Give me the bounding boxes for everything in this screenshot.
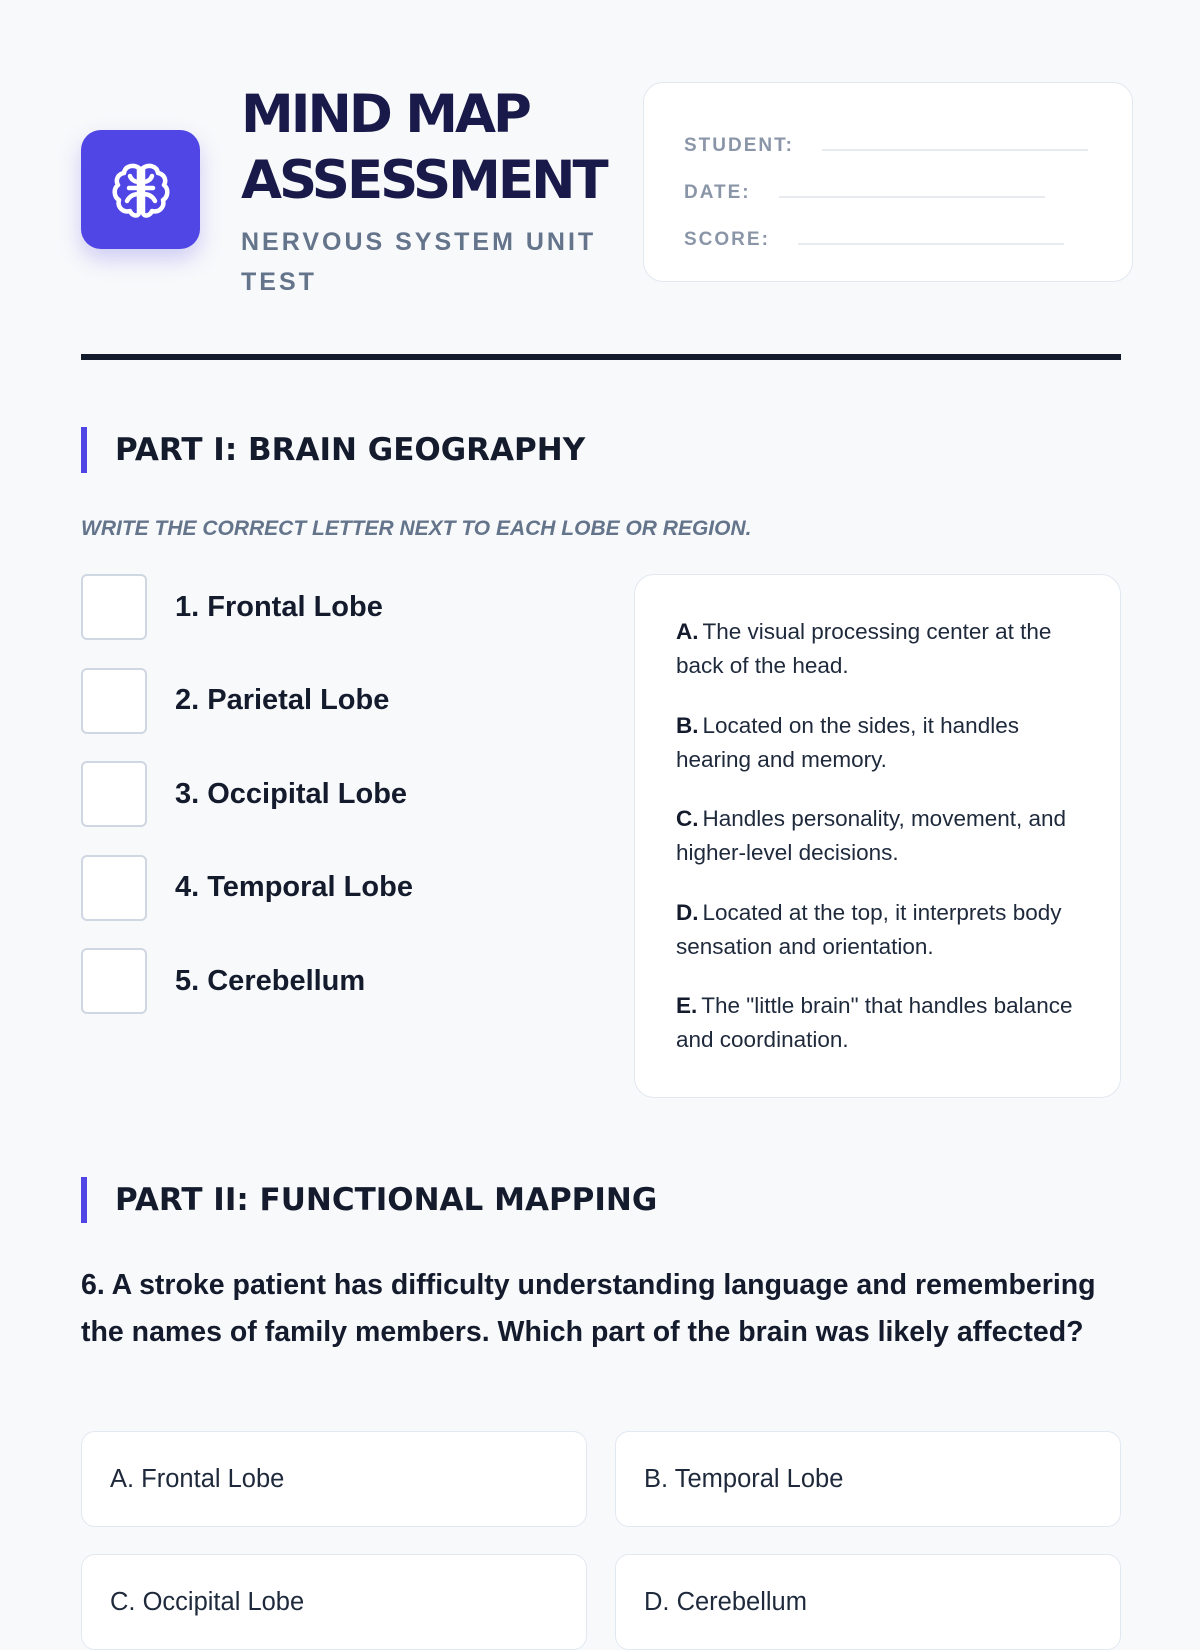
student-label: STUDENT: [684,135,794,156]
answer-box[interactable] [81,668,147,734]
title-block [241,82,641,302]
student-row [684,121,1092,157]
part1-instructions: WRITE THE CORRECT LETTER NEXT TO EACH LOBE OR REGION. [81,517,752,540]
lobe-label: 3. Occipital Lobe [175,777,408,810]
definition-letter: E. [676,993,698,1018]
definition-item [676,802,1082,870]
lobe-list [81,574,581,1042]
page-title: MIND MAP ASSESSMENT [241,84,606,211]
score-row [684,204,1092,251]
part2-title: PART II: FUNCTIONAL MAPPING [81,1177,657,1223]
option-c-button[interactable]: C. Occipital Lobe [81,1554,587,1650]
definition-text: Located on the sides, it handles hearing and memory. [676,712,1019,772]
answer-box[interactable] [81,948,147,1014]
question-6: 6. A stroke patient has difficulty understanding language and remembering the names of family members. Which part of the brain was likely affected? [81,1269,1096,1348]
score-label: SCORE: [684,229,770,250]
answer-box[interactable] [81,855,147,921]
definition-letter: D. [676,899,699,925]
date-row [684,157,1092,204]
part1-title: PART I: BRAIN GEOGRAPHY [81,427,585,473]
list-item [81,855,581,921]
definition-text: The "little brain" that handles balance and coordination. [676,993,1073,1052]
student-field[interactable] [822,149,1088,151]
logo [81,130,200,249]
list-item [81,574,581,640]
definition-text: Handles personality, movement, and higher-level decisions. [676,806,1067,865]
definition-item [676,896,1082,964]
answer-box[interactable] [81,574,147,640]
date-field[interactable] [779,196,1045,198]
list-item [81,948,581,1014]
definition-text: The visual processing center at the back of the head. [676,619,1052,678]
definition-item [676,709,1082,777]
definition-letter: C. [676,806,699,831]
definition-letter: A. [676,619,699,644]
definition-item [676,615,1082,683]
definition-letter: B. [676,712,699,738]
page-subtitle: NERVOUS SYSTEM UNIT TEST [241,228,597,296]
lobe-label: 4. Temporal Lobe [175,871,413,903]
answer-box[interactable] [81,761,147,827]
brain-icon [109,158,173,222]
lobe-label: 2. Parietal Lobe [175,684,390,716]
lobe-label: 1. Frontal Lobe [175,590,383,623]
option-d-button[interactable]: D. Cerebellum [615,1554,1121,1650]
option-b-button[interactable]: B. Temporal Lobe [615,1431,1121,1527]
list-item [81,668,581,734]
score-field[interactable] [798,243,1064,245]
header-divider [81,354,1121,360]
student-info-card [643,82,1133,282]
lobe-label: 5. Cerebellum [175,964,366,997]
page-header [81,82,1133,302]
option-a-button[interactable]: A. Frontal Lobe [81,1431,587,1527]
definition-text: Located at the top, it interprets body sensation and orientation. [676,899,1062,959]
definition-item [676,989,1082,1057]
date-label: DATE: [684,182,751,203]
list-item [81,761,581,827]
definitions-card [634,574,1121,1098]
